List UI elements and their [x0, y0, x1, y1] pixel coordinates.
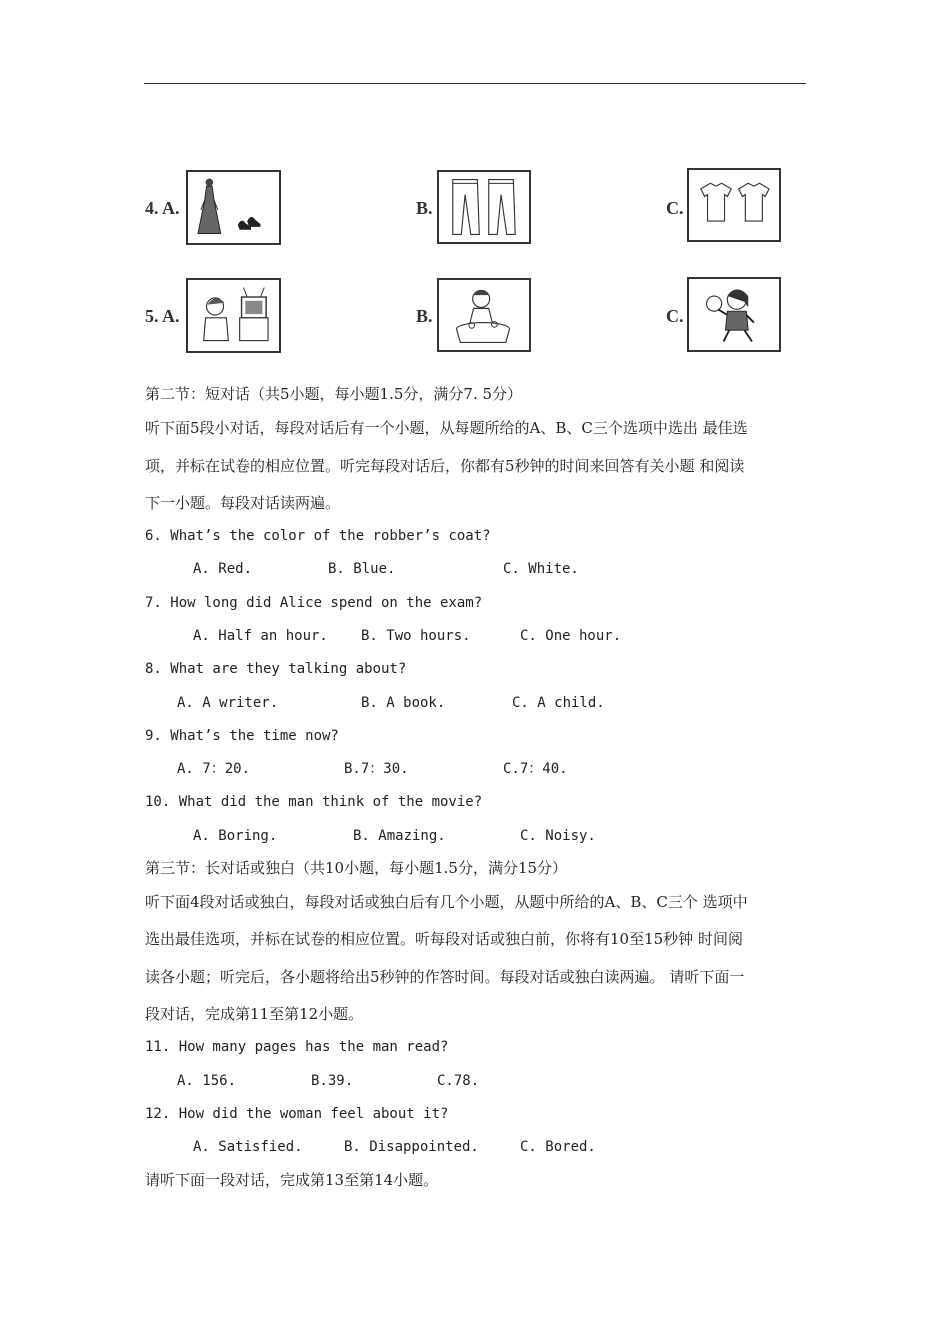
question-11-option-c: C.78. [437, 1073, 480, 1089]
question-8-stem: 8. What are they talking about? [145, 661, 407, 677]
q4-label: 4. A. [145, 198, 180, 218]
section2-heading: 第二节：短对话（共5小题，每小题1.5分，满分7. 5分） [145, 385, 523, 403]
section3-closing: 请听下面一段对话，完成第13至第14小题。 [145, 1171, 439, 1189]
question-7-option-c: C. One hour. [520, 628, 622, 644]
section3-instruction-line: 段对话，完成第11至第12小题。 [145, 1005, 364, 1023]
question-8-option-c: C. A child. [512, 695, 605, 711]
question-9-option-c: C.7：40. [503, 761, 568, 777]
question-10-stem: 10. What did the man think of the movie? [145, 794, 483, 810]
q4-option-c-label: C. [666, 198, 684, 218]
section3-instruction-line: 听下面4段对话或独白，每段对话或独白后有几个小题，从题中所给的A、B、C三个 选项中 [145, 893, 748, 911]
question-11-option-b: B.39. [311, 1073, 354, 1089]
question-9-option-b: B.7：30. [344, 761, 409, 777]
question-7-stem: 7. How long did Alice spend on the exam? [145, 595, 483, 611]
girl-playing-ball-icon [687, 277, 781, 352]
question-9-stem: 9. What’s the time now? [145, 728, 339, 744]
header-rule [144, 83, 806, 84]
section2-instruction-line: 听下面5段小对话，每段对话后有一个小题，从每题所给的A、B、C三个选项中选出 最佳选 [145, 419, 748, 437]
question-10-option-c: C. Noisy. [520, 828, 596, 844]
question-9-option-a: A. 7：20. [177, 761, 251, 777]
question-6-option-b: B. Blue. [328, 561, 396, 577]
question-12-option-b: B. Disappointed. [344, 1139, 479, 1155]
q5-option-c-label: C. [666, 306, 684, 326]
question-8-option-a: A. A writer. [177, 695, 279, 711]
question-12-stem: 12. How did the woman feel about it? [145, 1106, 449, 1122]
section3-heading: 第三节：长对话或独白（共10小题，每小题1.5分，满分15分） [145, 859, 568, 877]
question-10-option-b: B. Amazing. [353, 828, 446, 844]
q4-option-b-label: B. [416, 198, 433, 218]
question-10-option-a: A. Boring. [193, 828, 278, 844]
q5-option-b-label: B. [416, 306, 433, 326]
question-6-stem: 6. What’s the color of the robber’s coat? [145, 528, 491, 544]
question-6-option-c: C. White. [503, 561, 579, 577]
section3-instruction-line: 选出最佳选项，并标在试卷的相应位置。听每段对话或独白前，你将有10至15秒钟 时间阅 [145, 930, 743, 948]
section2-instruction-line: 项，并标在试卷的相应位置。听完每段对话后，你都有5秒钟的时间来回答有关小题 和阅读 [145, 457, 745, 475]
jeans-icon [437, 170, 531, 244]
question-7-option-a: A. Half an hour. [193, 628, 328, 644]
boy-washing-clothes-icon [437, 278, 531, 352]
question-7-option-b: B. Two hours. [361, 628, 471, 644]
question-11-option-a: A. 156. [177, 1073, 237, 1089]
t-shirts-icon [687, 168, 781, 242]
question-11-stem: 11. How many pages has the man read? [145, 1039, 449, 1055]
dress-and-shoes-icon [186, 170, 281, 245]
girl-watching-tv-icon [186, 278, 281, 353]
question-6-option-a: A. Red. [193, 561, 253, 577]
section2-instruction-line: 下一小题。每段对话读两遍。 [145, 494, 341, 512]
q5-label: 5. A. [145, 306, 180, 326]
section3-instruction-line: 读各小题；听完后，各小题将给出5秒钟的作答时间。每段对话或独白读两遍。 请听下面一 [145, 968, 745, 986]
question-12-option-a: A. Satisfied. [193, 1139, 303, 1155]
question-8-option-b: B. A book. [361, 695, 446, 711]
question-12-option-c: C. Bored. [520, 1139, 596, 1155]
